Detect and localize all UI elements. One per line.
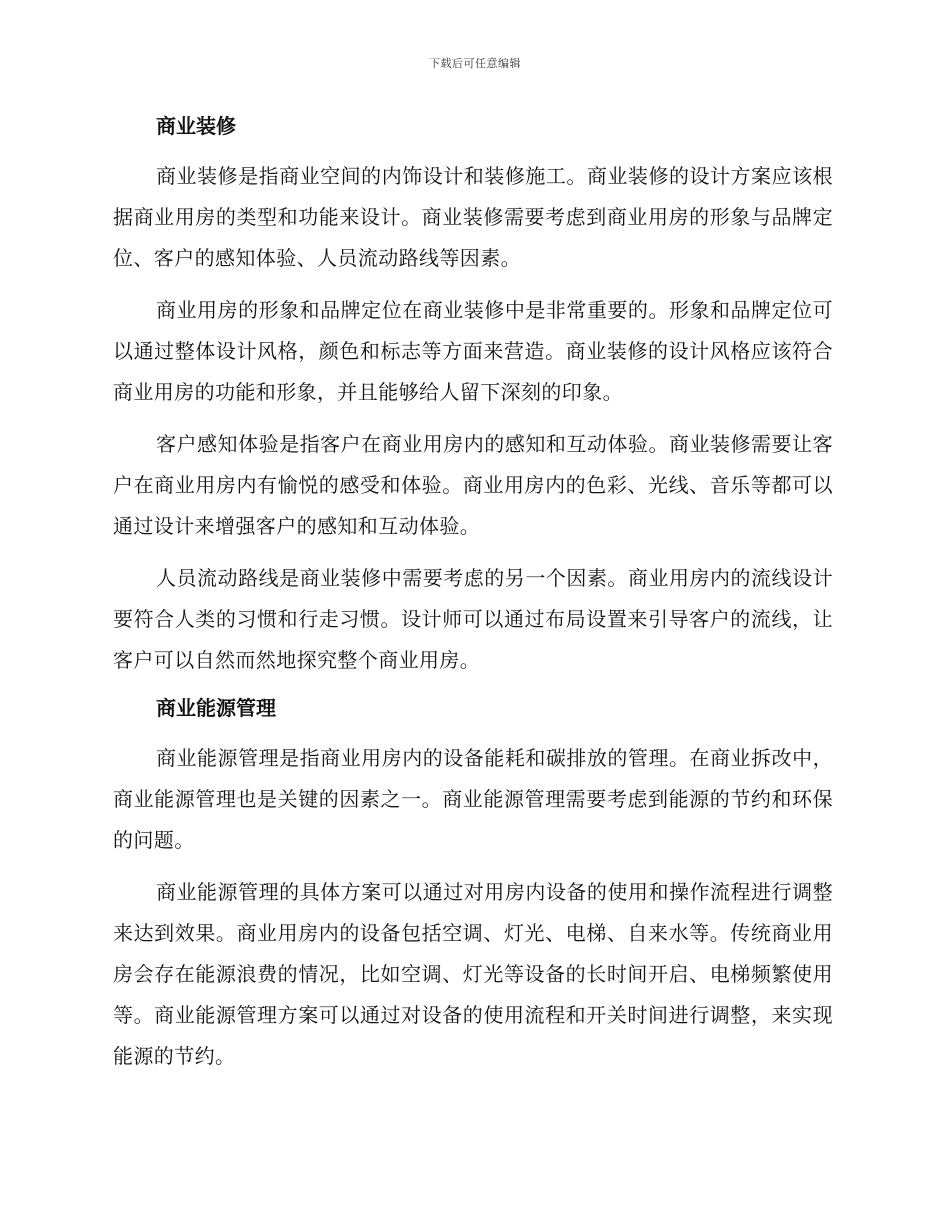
paragraph: 人员流动路线是商业装修中需要考虑的另一个因素。商业用房内的流线设计要符合人类的习惯和行走习惯。设计师可以通过布局设置来引导客户的流线，让客户可以自然而然地探究整个商业用房。 [113, 566, 833, 672]
header-note: 下载后可任意编辑 [429, 57, 521, 70]
paragraph: 商业用房的形象和品牌定位在商业装修中是非常重要的。形象和品牌定位可以通过整体设计风格，颜色和标志等方面来营造。商业装修的设计风格应该符合商业用房的功能和形象，并且能够给人留下深刻的印象。 [113, 298, 833, 404]
paragraph: 商业装修是指商业空间的内饰设计和装修施工。商业装修的设计方案应该根据商业用房的类型和功能来设计。商业装修需要考虑到商业用房的形象与品牌定位、客户的感知体验、人员流动路线等因素。 [113, 164, 833, 270]
section-heading: 商业装修 [156, 114, 236, 138]
section-renovation [113, 110, 833, 681]
section-heading: 商业能源管理 [156, 696, 276, 720]
document-body [113, 110, 833, 1088]
paragraph: 商业能源管理的具体方案可以通过对用房内设备的使用和操作流程进行调整来达到效果。商业用房内的设备包括空调、灯光、电梯、自来水等。传统商业用房会存在能源浪费的情况，比如空调、灯光等设备的长时间开启、电梯频繁使用等。商业能源管理方案可以通过对设备的使用流程和开关时间进行调整，来实现能源的节约。 [113, 880, 833, 1068]
paragraph: 客户感知体验是指客户在商业用房内的感知和互动体验。商业装修需要让客户在商业用房内有愉悦的感受和体验。商业用房内的色彩、光线、音乐等都可以通过设计来增强客户的感知和互动体验。 [113, 432, 833, 538]
paragraph: 商业能源管理是指商业用房内的设备能耗和碳排放的管理。在商业拆改中，商业能源管理也是关键的因素之一。商业能源管理需要考虑到能源的节约和环保的问题。 [113, 746, 833, 852]
section-energy-management [113, 692, 833, 1077]
